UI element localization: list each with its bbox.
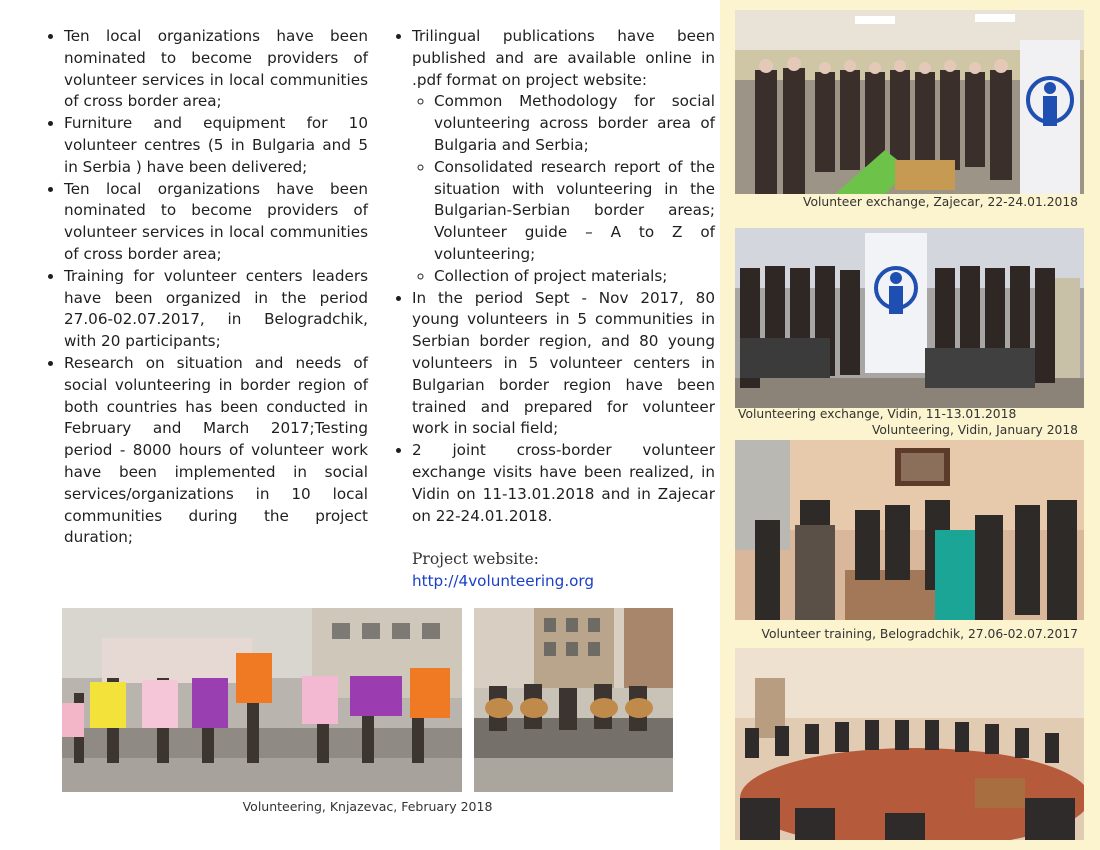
right-bullet-list <box>390 26 715 527</box>
photo-zajecar-exchange <box>735 10 1084 194</box>
left-text-column <box>42 26 368 549</box>
list-item: • Ten local organizations have been nominated to become providers of volunteer services in local communities of cross border area; <box>64 179 368 266</box>
photo-knjazevac-signs <box>62 608 462 792</box>
publications-intro: Trilingual publications have been published and are available online in .pdf format on project website: <box>412 27 715 89</box>
sub-list-item: ◦ Common Methodology for social volunteering across border area of Bulgaria and Serbia; <box>434 91 715 156</box>
caption-belogradchik: Volunteer training, Belogradchik, 27.06-02.07.2017 <box>761 627 1078 641</box>
caption-knjazevac: Volunteering, Knjazevac, February 2018 <box>242 799 493 814</box>
caption-zajecar: Volunteer exchange, Zajecar, 22-24.01.2018 <box>803 195 1078 209</box>
caption-vidin-january: Volunteering, Vidin, January 2018 <box>871 423 1078 437</box>
left-bullet-list <box>42 26 368 549</box>
list-item: • Training for volunteer centers leaders have been organized in the period 27.06-02.07.2017, in Belogradchik, with 20 participants; <box>64 266 368 353</box>
list-item: • Furniture and equipment for 10 volunteer centres (5 in Bulgaria and 5 in Serbia ) have been delivered; <box>64 113 368 178</box>
list-item: • In the period Sept - Nov 2017, 80 young volunteers in 5 communities in Serbian border region, and 80 young volunteers in 5 volunteer centers in Bulgarian border region have been trained and prepared for volunteer work in social field; <box>412 288 715 441</box>
sub-list-item: ◦ Collection of project materials; <box>434 266 715 288</box>
photo-knjazevac-guitars <box>474 608 673 792</box>
photo-belogradchik-training <box>735 648 1084 840</box>
caption-vidin-exchange: Volunteering exchange, Vidin, 11-13.01.2018 <box>738 407 1017 421</box>
photo-vidin-volunteering <box>735 440 1084 620</box>
list-item: • 2 joint cross-border volunteer exchange visits have been realized, in Vidin on 11-13.01.2018 and in Zajecar on 22-24.01.2018. <box>412 440 715 527</box>
right-text-column <box>390 26 715 593</box>
publications-sublist <box>412 91 715 287</box>
list-item: • Ten local organizations have been nominated to become providers of volunteer services in local communities of cross border area; <box>64 26 368 113</box>
sub-list-item: ◦ Consolidated research report of the situation with volunteering in the Bulgarian-Serbian border areas; Volunteer guide – A to Z of volunteering; <box>434 157 715 266</box>
list-item <box>412 26 715 288</box>
project-website-label: Project website: <box>412 550 539 569</box>
list-item: • Research on situation and needs of social volunteering in border region of both countries has been conducted in February and March 2017;Testing period - 8000 hours of volunteer work have been implemented in social services/organizations in 10 local communities during the project duration; <box>64 353 368 549</box>
photo-vidin-exchange <box>735 228 1084 408</box>
project-website-link[interactable]: http://4volunteering.org <box>412 572 595 591</box>
project-website-block <box>390 549 715 593</box>
